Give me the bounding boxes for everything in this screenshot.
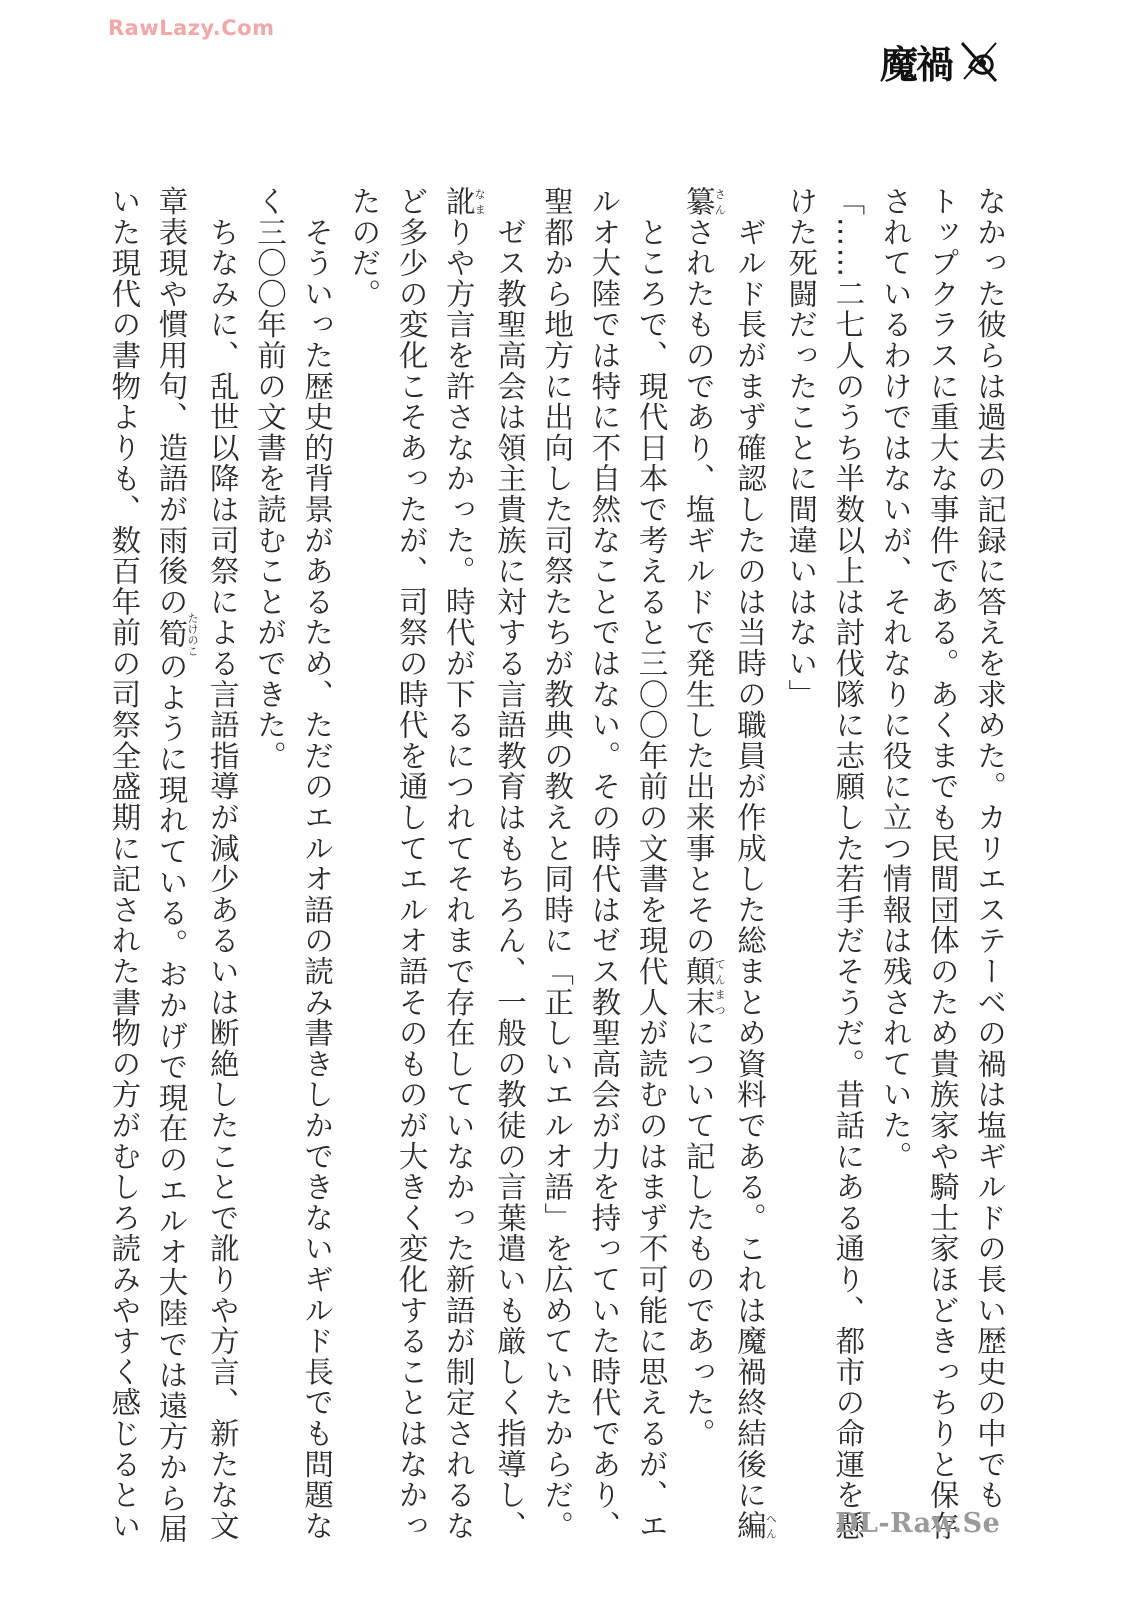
furigana: さん: [713, 186, 727, 217]
text-column: [627, 186, 674, 1542]
furigana: てんまつ: [713, 956, 727, 1018]
text-column: [726, 186, 778, 1542]
text-column: [246, 186, 293, 1436]
text-segment: いた現代の書物よりも、数百年前の司祭全盛期に記された書物の方がむしろ読みやすく感じるとい: [107, 186, 142, 1542]
watermark-top: RawLazy.Com: [108, 16, 275, 40]
ruby-word: [441, 186, 487, 217]
text-column: [675, 186, 727, 1449]
ruby-base: 顛末: [681, 956, 716, 1018]
text-column: [966, 186, 1013, 1511]
text-column: [100, 186, 147, 1542]
text-column: [340, 186, 387, 1436]
text-segment: ちなみに、乱世以降は司祭による言語指導が減少あるいは断絶したことで訛りや方言、新たな文: [205, 186, 240, 1542]
ruby-word: [154, 612, 200, 657]
ruby-word: [732, 1510, 778, 1542]
text-column: [871, 186, 918, 1436]
text-column: [580, 186, 627, 1542]
text-column: [533, 186, 580, 1542]
text-column: [293, 186, 340, 1542]
text-column: [824, 186, 871, 1542]
text-segment: 「……二七人のうち半数以上は討伐隊に志願した若手だそうだ。昔話にある通り、都市の命運を懸: [831, 186, 866, 1542]
text-column: [777, 186, 824, 1436]
ruby-base: 訛: [441, 186, 476, 217]
text-segment: く三〇〇年前の文書を読むことができた。: [252, 186, 287, 772]
text-segment: のように現れている。おかげで現在のエルオ大陸では遠方から届: [154, 651, 189, 1545]
text-column: [486, 186, 533, 1542]
text-segment: されたものであり、塩ギルドで発生した出来事とその: [681, 216, 716, 957]
running-header: [880, 34, 1002, 89]
text-segment: たのだ。: [347, 186, 382, 310]
ruby-base: 編: [732, 1510, 767, 1542]
text-segment: ど多少の変化こそあったが、司祭の時代を通してエルオ語そのものが大きく変化することはなかっ: [394, 186, 429, 1542]
text-column: [199, 186, 246, 1542]
text-column: [435, 186, 487, 1542]
watermark-bottom: DL-Raw.Se: [835, 1508, 1001, 1539]
furigana: へん: [764, 1510, 778, 1542]
furigana: たけのこ: [186, 612, 200, 657]
ruby-word: [681, 186, 727, 217]
ruby-base: 筍: [154, 612, 189, 657]
text-segment: ところで、現代日本で考えると三〇〇年前の文書を現代人が読むのはまず不可能に思えるが、エ: [634, 186, 669, 1542]
text-segment: 聖都から地方に出向した司祭たちが教典の教えと同時に「正しいエルオ語」を広めていたからだ。: [540, 186, 575, 1542]
text-segment: について記したものであった。: [681, 1017, 716, 1449]
text-segment: りや方言を許さなかった。時代が下るにつれてそれまで存在していなかった新語が制定されるな: [441, 216, 476, 1542]
text-segment: けた死闘だったことに間違いはない」: [784, 186, 819, 710]
text-segment: ギルド長がまず確認したのは当時の職員が作成した総まとめ資料である。これは魔禍終結後に: [732, 186, 767, 1511]
text-segment: なかった彼らは過去の記録に答えを求めた。カリエステーベの禍は塩ギルドの長い歴史の中でも: [973, 186, 1007, 1511]
text-segment: そういった歴史的背景があるため、ただのエルオ語の読み書きしかできないギルド長でも問題な: [300, 186, 335, 1542]
text-segment: ルオ大陸では特に不自然なことではない。その時代はゼス教聖高会が力を持っていた時代であり、: [587, 186, 622, 1542]
emblem-icon: [956, 39, 1002, 85]
text-segment: されているわけではないが、それなりに役に立つ情報は残されていた。: [878, 186, 913, 1172]
text-column: [147, 186, 200, 1545]
ruby-base: 纂: [681, 186, 716, 217]
book-title: 魔禍: [880, 42, 953, 87]
text-column: [387, 186, 434, 1542]
text-column: [919, 186, 966, 1542]
text-segment: ゼス教聖高会は領主貴族に対する言語教育はもちろん、一般の教徒の言葉遣いも厳しく指導し、: [492, 186, 527, 1542]
text-segment: トップクラスに重大な事件である。あくまでも民間団体のため貴族家や騎士家ほどきっちりと保存: [925, 186, 960, 1542]
furigana: なま: [473, 186, 487, 217]
text-segment: 章表現や慣用句、造語が雨後の: [154, 186, 189, 618]
ruby-word: [681, 956, 727, 1018]
